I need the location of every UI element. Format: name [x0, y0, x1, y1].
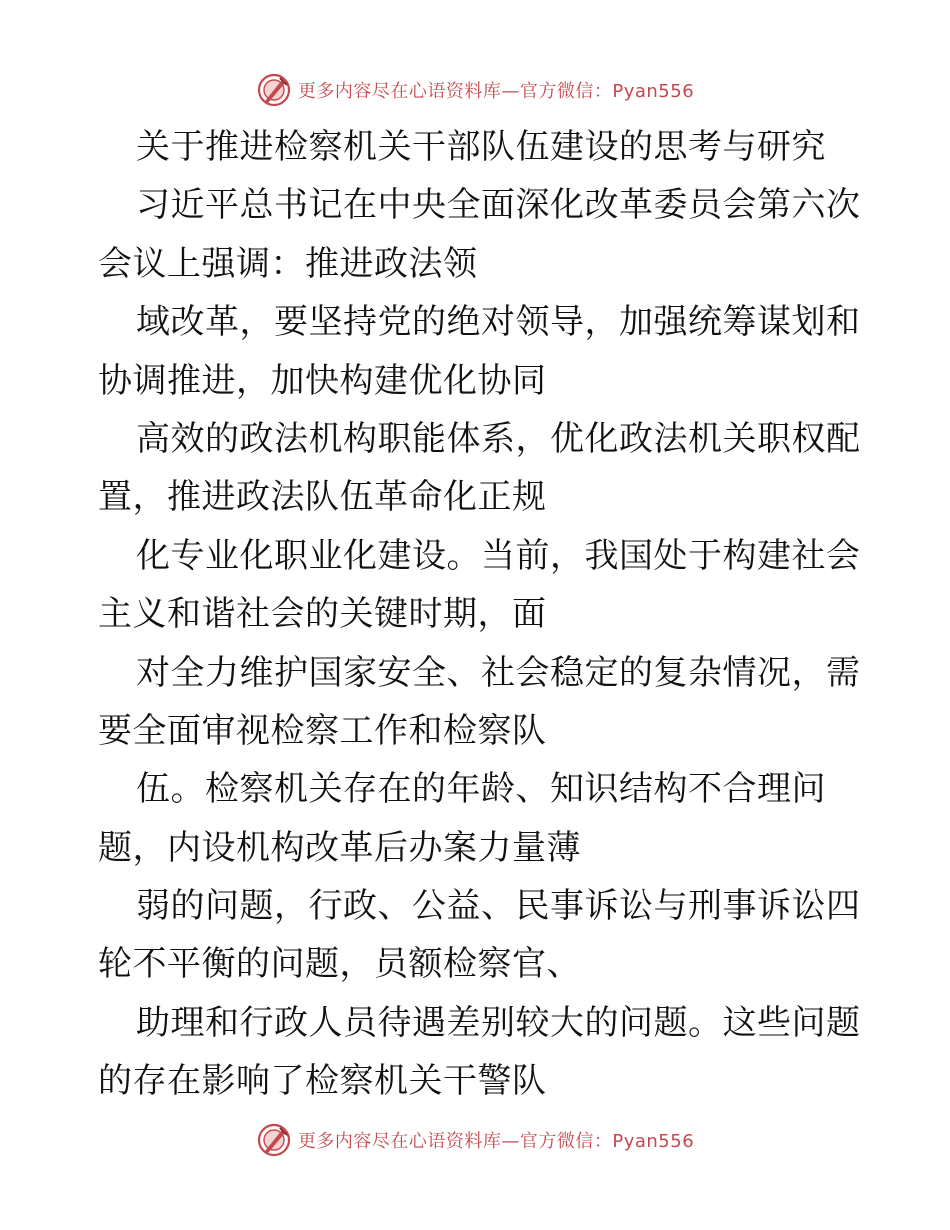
text-line: 的存在影响了检察机关干警队 [98, 1061, 547, 1102]
text-line: 主义和谐社会的关键时期，面 [98, 594, 547, 635]
document-title: 关于推进检察机关干部队伍建设的思考与研究 [136, 127, 826, 167]
text-line: 域改革，要坚持党的绝对领导，加强统筹谋划和 [136, 302, 861, 343]
text-line: 置，推进政法队伍革命化正规 [98, 477, 547, 518]
text-line: 要全面审视检察工作和检察队 [98, 710, 547, 751]
text-line: 对全力维护国家安全、社会稳定的复杂情况，需 [136, 652, 861, 693]
document-body [98, 118, 861, 1111]
text-line: 高效的政法机构职能体系，优化政法机关职权配 [136, 418, 861, 459]
footer-watermark [0, 1120, 950, 1160]
header-watermark-text: 更多内容尽在心语资料库—官方微信：Pyan556 [297, 81, 695, 102]
header-watermark [0, 70, 950, 110]
text-line: 伍。检察机关存在的年龄、知识结构不合理问 [136, 769, 826, 810]
quill-logo-icon [256, 72, 292, 108]
text-line: 习近平总书记在中央全面深化改革委员会第六次 [136, 185, 861, 226]
text-line: 化专业化职业化建设。当前，我国处于构建社会 [136, 535, 861, 576]
text-line: 协调推进，加快构建优化协同 [98, 360, 547, 401]
text-line: 题，内设机构改革后办案力量薄 [98, 827, 581, 868]
text-line: 轮不平衡的问题，员额检察官、 [98, 944, 581, 985]
quill-logo-icon [256, 1122, 292, 1158]
text-line: 弱的问题，行政、公益、民事诉讼与刑事诉讼四 [136, 886, 861, 927]
text-line: 会议上强调：推进政法领 [98, 243, 478, 284]
text-line: 助理和行政人员待遇差别较大的问题。这些问题 [136, 1002, 861, 1043]
footer-watermark-text: 更多内容尽在心语资料库—官方微信：Pyan556 [297, 1131, 695, 1152]
